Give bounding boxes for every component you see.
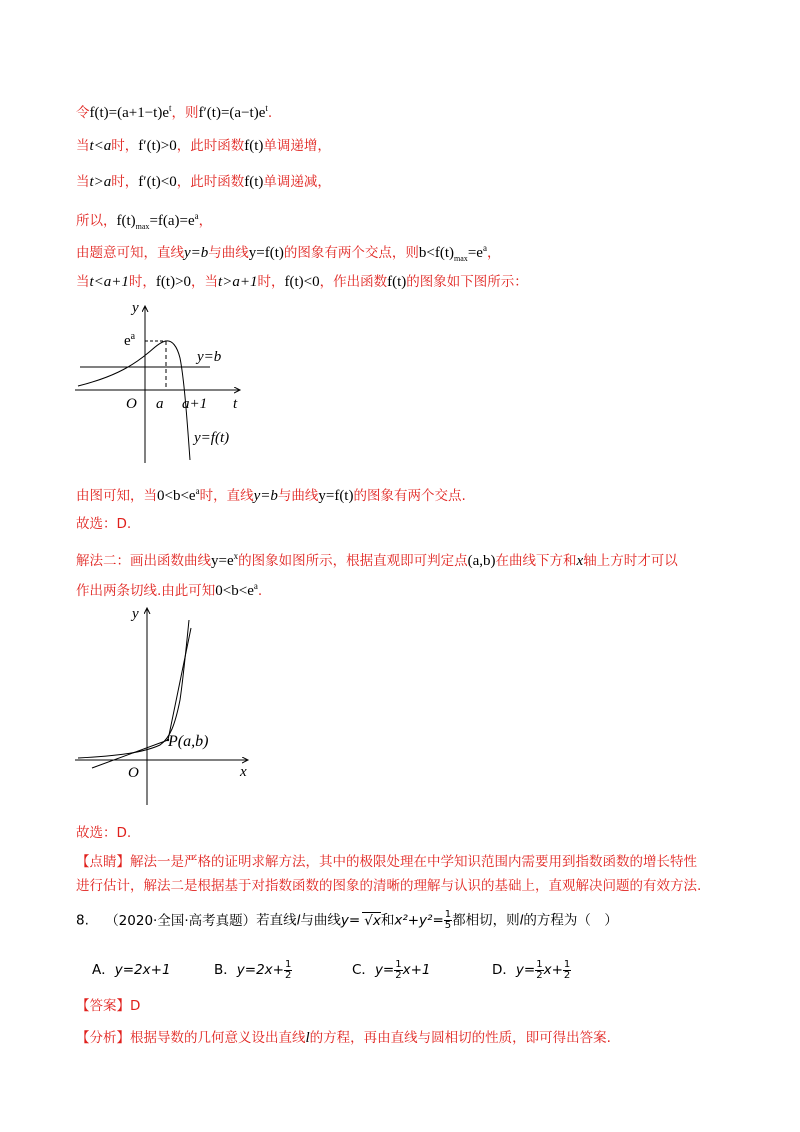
math bbox=[157, 488, 200, 504]
text: 时， bbox=[128, 274, 156, 290]
text: ，作出函数 bbox=[319, 274, 388, 290]
y-axis-label: y bbox=[132, 300, 139, 316]
formula: x bbox=[576, 553, 584, 569]
option-label: C． bbox=[352, 962, 375, 978]
math bbox=[211, 553, 238, 569]
point-label: P(a,b) bbox=[168, 733, 209, 750]
option-c[interactable] bbox=[352, 958, 431, 981]
formula: y=f(t) bbox=[248, 245, 284, 261]
numerator: 1 bbox=[444, 909, 452, 920]
denominator: 5 bbox=[444, 920, 452, 931]
math bbox=[117, 213, 199, 229]
formula: f′(t)>0 bbox=[138, 138, 177, 154]
text: 【点睛】解法一是严格的证明求解方法，其中的极限处理在中学知识范围内需要用到指数函数的增长特性 bbox=[76, 854, 697, 870]
option-expr: y=2x+ bbox=[236, 962, 284, 978]
formula: t>a+1 bbox=[218, 274, 258, 290]
text: ，此时函数 bbox=[176, 138, 245, 154]
fraction bbox=[535, 960, 543, 981]
text-line-6 bbox=[76, 272, 528, 292]
peak-label bbox=[124, 331, 136, 349]
sup: t bbox=[265, 103, 268, 113]
sup: a bbox=[482, 243, 487, 253]
var: l bbox=[296, 912, 301, 929]
fraction bbox=[284, 960, 292, 981]
text: . bbox=[257, 583, 263, 599]
formula: f(t) bbox=[116, 213, 136, 229]
numerator: 1 bbox=[563, 958, 571, 970]
text: ，则 bbox=[171, 105, 199, 121]
text: 若直线 bbox=[256, 912, 297, 929]
origin-label: O bbox=[128, 765, 139, 781]
formula: t<a bbox=[89, 138, 112, 154]
sup: a bbox=[253, 581, 258, 591]
var: l bbox=[305, 1030, 310, 1046]
text: 都相切，则 bbox=[452, 912, 520, 929]
formula: f′(t)=(a−t)e bbox=[198, 105, 266, 121]
text: 当 bbox=[76, 274, 90, 290]
numerator: 1 bbox=[536, 958, 543, 970]
analysis-line bbox=[76, 1028, 611, 1048]
option-expr: y= bbox=[374, 962, 395, 978]
text-line-12 bbox=[76, 852, 697, 872]
a-plus-1-label: a+1 bbox=[182, 396, 208, 412]
sqrt-x: √x bbox=[364, 912, 381, 929]
curve-label: y=f(t) bbox=[194, 430, 230, 446]
text: 进行估计，解法二是根据基于对指数函数的图象的清晰的理解与认识的基础上，直观解决问题的有效方法. bbox=[76, 878, 702, 894]
text-line-13 bbox=[76, 876, 701, 896]
formula: y=b bbox=[253, 488, 278, 504]
text-line-7 bbox=[76, 481, 466, 506]
analysis-tag: 【分析】 bbox=[76, 1030, 130, 1046]
text-line-4 bbox=[76, 206, 212, 237]
fraction bbox=[444, 910, 452, 931]
text: 作出两条切线.由此可知 bbox=[76, 583, 216, 599]
denominator: 2 bbox=[284, 969, 292, 981]
option-expr: y=2x+1 bbox=[114, 962, 171, 978]
text: 时， bbox=[111, 174, 139, 190]
text: . bbox=[267, 105, 273, 121]
answer-tag: 【答案】 bbox=[76, 998, 130, 1014]
option-b[interactable] bbox=[214, 958, 292, 981]
sup: t bbox=[169, 103, 172, 113]
text: 与曲线 bbox=[208, 245, 249, 261]
option-expr-mid: x+ bbox=[543, 962, 563, 978]
option-d[interactable] bbox=[492, 958, 571, 981]
text: 时，直线 bbox=[199, 488, 254, 504]
text: 在曲线下方和 bbox=[495, 553, 577, 569]
formula: y=f(t) bbox=[318, 488, 354, 504]
peak-sup: a bbox=[130, 331, 136, 342]
peak-base: e bbox=[124, 333, 131, 349]
text: 令 bbox=[76, 105, 90, 121]
numerator: 1 bbox=[284, 958, 292, 970]
formula: =e bbox=[467, 245, 483, 261]
line-b-label: y=b bbox=[197, 349, 222, 365]
math bbox=[199, 105, 268, 121]
sup: x bbox=[233, 551, 239, 561]
text: ，当 bbox=[191, 274, 219, 290]
formula: t<a+1 bbox=[89, 274, 129, 290]
formula: y= bbox=[340, 912, 361, 929]
text-line-5 bbox=[76, 238, 500, 269]
text: 当 bbox=[76, 174, 90, 190]
text: 单调递增， bbox=[263, 138, 331, 154]
denominator: 2 bbox=[536, 969, 543, 981]
formula: f(t)=(a+1−t)e bbox=[89, 105, 170, 121]
math bbox=[419, 245, 487, 261]
text: 和 bbox=[380, 912, 395, 929]
fraction bbox=[394, 960, 402, 981]
formula: b<f(t) bbox=[418, 245, 455, 261]
text-line-10 bbox=[76, 576, 262, 601]
tangent-line-1 bbox=[92, 740, 168, 768]
text: 故选：D. bbox=[76, 516, 132, 532]
formula: f(t) bbox=[244, 174, 264, 190]
option-label: A． bbox=[92, 962, 115, 978]
formula: y=b bbox=[184, 245, 209, 261]
fraction bbox=[563, 960, 571, 981]
text: 由图可知，当 bbox=[76, 488, 157, 504]
option-expr-tail: x+1 bbox=[402, 962, 431, 978]
formula: x²+y²= bbox=[394, 912, 444, 929]
question-8 bbox=[76, 910, 618, 931]
formula: (a,b) bbox=[467, 553, 496, 569]
numerator: 1 bbox=[395, 958, 402, 970]
option-expr: y= bbox=[515, 962, 536, 978]
text: ，此时函数 bbox=[176, 174, 245, 190]
formula: f(t)<0 bbox=[284, 274, 320, 290]
text: 的图象如下图所示： bbox=[406, 274, 528, 290]
math bbox=[90, 105, 172, 121]
denominator: 2 bbox=[395, 969, 402, 981]
tangent-line-2 bbox=[168, 628, 191, 740]
formula: 0<b<e bbox=[157, 488, 196, 504]
radicand: x bbox=[372, 912, 381, 929]
text: 的图象有两个交点. bbox=[353, 488, 466, 504]
text: 的图象有两个交点，则 bbox=[283, 245, 419, 261]
option-label: D． bbox=[492, 962, 516, 978]
sub: max bbox=[135, 222, 150, 231]
text: 与曲线 bbox=[300, 912, 341, 929]
question-source: （2020·全国·高考真题） bbox=[105, 912, 257, 929]
text: 与曲线 bbox=[277, 488, 319, 504]
figure-1-graph bbox=[70, 298, 270, 468]
text: 的方程，再由直线与圆相切的性质，即可得出答案. bbox=[309, 1030, 611, 1046]
text: 的方程为（ ） bbox=[523, 912, 618, 929]
text: 由题意可知，直线 bbox=[76, 245, 184, 261]
text-line-1 bbox=[76, 98, 272, 123]
sup: a bbox=[194, 211, 199, 221]
formula: f′(t)<0 bbox=[138, 174, 177, 190]
option-label: B． bbox=[214, 962, 237, 978]
text-line-11 bbox=[76, 823, 131, 843]
text: 故选：D. bbox=[76, 825, 132, 841]
sup: a bbox=[195, 486, 200, 496]
text-line-9 bbox=[76, 546, 678, 571]
answer-value: D bbox=[130, 998, 141, 1014]
text: ， bbox=[198, 213, 213, 229]
text: 解法二：画出函数曲线 bbox=[76, 553, 211, 569]
t-axis-label: t bbox=[233, 396, 238, 412]
option-a[interactable] bbox=[92, 958, 171, 978]
origin-label: O bbox=[126, 396, 137, 412]
text: ， bbox=[486, 245, 501, 261]
formula: =f(a)=e bbox=[149, 213, 195, 229]
text-line-3 bbox=[76, 172, 331, 192]
formula: t>a bbox=[89, 174, 112, 190]
formula: 0<b<e bbox=[215, 583, 254, 599]
text: 轴上方时才可以 bbox=[583, 553, 678, 569]
formula: f(t) bbox=[387, 274, 407, 290]
text: 当 bbox=[76, 138, 90, 154]
answer-line bbox=[76, 996, 140, 1016]
var: l bbox=[519, 912, 524, 929]
text: 的图象如图所示，根据直观即可判定点 bbox=[238, 553, 468, 569]
a-tick-label: a bbox=[156, 396, 164, 412]
formula: y=e bbox=[211, 553, 234, 569]
text-line-2 bbox=[76, 136, 331, 156]
text-line-8 bbox=[76, 514, 131, 534]
sub: max bbox=[454, 254, 468, 263]
text: 所以， bbox=[76, 213, 117, 229]
y-axis-label: y bbox=[132, 606, 139, 622]
question-number: 8. bbox=[76, 912, 89, 929]
text: 单调递减， bbox=[263, 174, 331, 190]
denominator: 2 bbox=[563, 969, 571, 981]
formula: f(t) bbox=[244, 138, 264, 154]
text: 时， bbox=[257, 274, 285, 290]
formula: f(t)>0 bbox=[155, 274, 192, 290]
math bbox=[215, 583, 258, 599]
text: 时， bbox=[111, 138, 139, 154]
figure-2-graph bbox=[70, 600, 270, 810]
text: 根据导数的几何意义设出直线 bbox=[130, 1030, 306, 1046]
x-axis-label: x bbox=[240, 764, 247, 780]
